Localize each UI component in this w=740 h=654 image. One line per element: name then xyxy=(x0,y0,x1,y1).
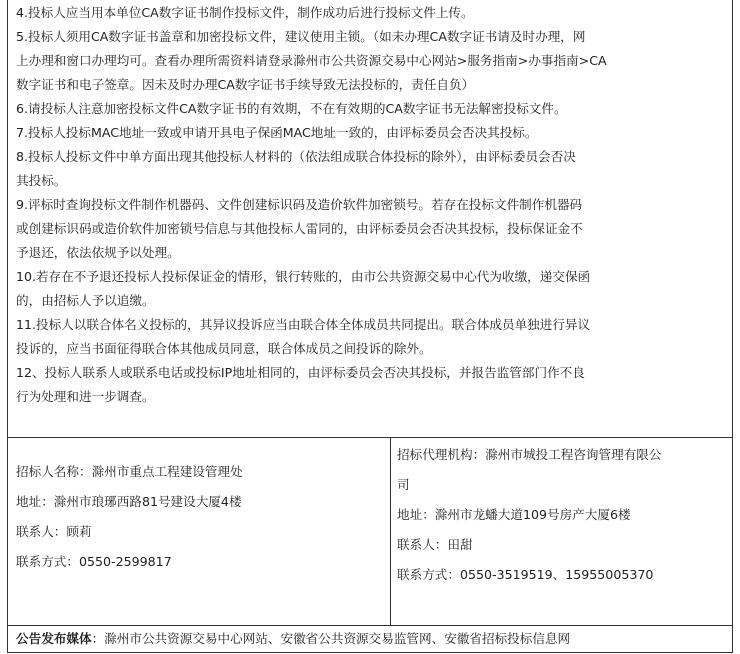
tenderer-contact: 联系人：顾莉 xyxy=(16,524,92,539)
note-line: 5.投标人须用CA数字证书盖章和加密投标文件，建议使用主锁。（如未办理CA数字证书请及时办理，网 xyxy=(16,29,586,44)
bidding-notes xyxy=(8,0,732,437)
tenderer-info xyxy=(8,438,390,625)
agency-name-continued: 司 xyxy=(397,477,410,492)
note-line: 11.投标人以联合体名义投标的，其异议投诉应当由联合体全体成员共同提出。联合体成员单独进行异议 xyxy=(16,317,591,332)
note-line: 其投标。 xyxy=(16,173,67,188)
note-line: 6.请投标人注意加密投标文件CA数字证书的有效期，不在有效期的CA数字证书无法解密投标文件。 xyxy=(16,101,567,116)
agency-contact: 联系人：田甜 xyxy=(397,537,473,552)
publication-media-list: ：滁州市公共资源交易中心网站、安徽省公共资源交易监管网、安徽省招标投标信息网 xyxy=(91,631,571,646)
note-line: 10.若存在不予退还投标人投标保证金的情形，银行转账的，由市公共资源交易中心代为收缴，递交保函 xyxy=(16,269,591,284)
note-line: 投诉的，应当书面征得联合体其他成员同意，联合体成员之间投诉的除外。 xyxy=(16,341,432,356)
note-line: 予退还，依法依规予以处理。 xyxy=(16,245,180,260)
tenderer-phone: 联系方式：0550-2599817 xyxy=(16,554,172,569)
tenderer-address: 地址：滁州市琅琊西路81号建设大厦4楼 xyxy=(16,494,242,509)
note-line: 或创建标识码或造价软件加密锁号信息与其他投标人雷同的，由评标委员会否决其投标，投标保证金不 xyxy=(16,221,583,236)
note-line: 8.投标人投标文件中单方面出现其他投标人材料的（依法组成联合体投标的除外），由评标委员会否决 xyxy=(16,149,576,164)
note-line: 4.投标人应当用本单位CA数字证书制作投标文件，制作成功后进行投标文件上传。 xyxy=(16,5,474,20)
agency-phone: 联系方式：0550-3519519、15955005370 xyxy=(397,567,654,582)
publication-media-label: 公告发布媒体 xyxy=(16,631,92,646)
announcement-document xyxy=(7,0,733,653)
tenderer-name: 招标人名称：滁州市重点工程建设管理处 xyxy=(16,464,243,479)
note-line: 12、投标人联系人或联系电话或投标IP地址相同的，由评标委员会否决其投标，并报告监管部门作不良 xyxy=(16,365,585,380)
note-line: 7.投标人投标MAC地址一致或申请开具电子保函MAC地址一致的，由评标委员会否决其投标。 xyxy=(16,125,538,140)
agency-address: 地址：滁州市龙蟠大道109号房产大厦6楼 xyxy=(397,507,631,522)
note-line: 9.评标时查询投标文件制作机器码、文件创建标识码及造价软件加密锁号。若存在投标文件制作机器码 xyxy=(16,197,583,212)
note-line: 行为处理和进一步调查。 xyxy=(16,389,155,404)
note-line: 上办理和窗口办理均可。查看办理所需资料请登录滁州市公共资源交易中心网站>服务指南>办事指南>CA xyxy=(16,53,607,68)
agency-name: 招标代理机构：滁州市城投工程咨询管理有限公 xyxy=(397,447,662,462)
note-line: 数字证书和电子签章。因未及时办理CA数字证书手续导致无法投标的，责任自负） xyxy=(16,77,475,92)
publication-media xyxy=(8,626,732,653)
agency-info xyxy=(391,438,732,625)
note-line: 的，由招标人予以追缴。 xyxy=(16,293,155,308)
